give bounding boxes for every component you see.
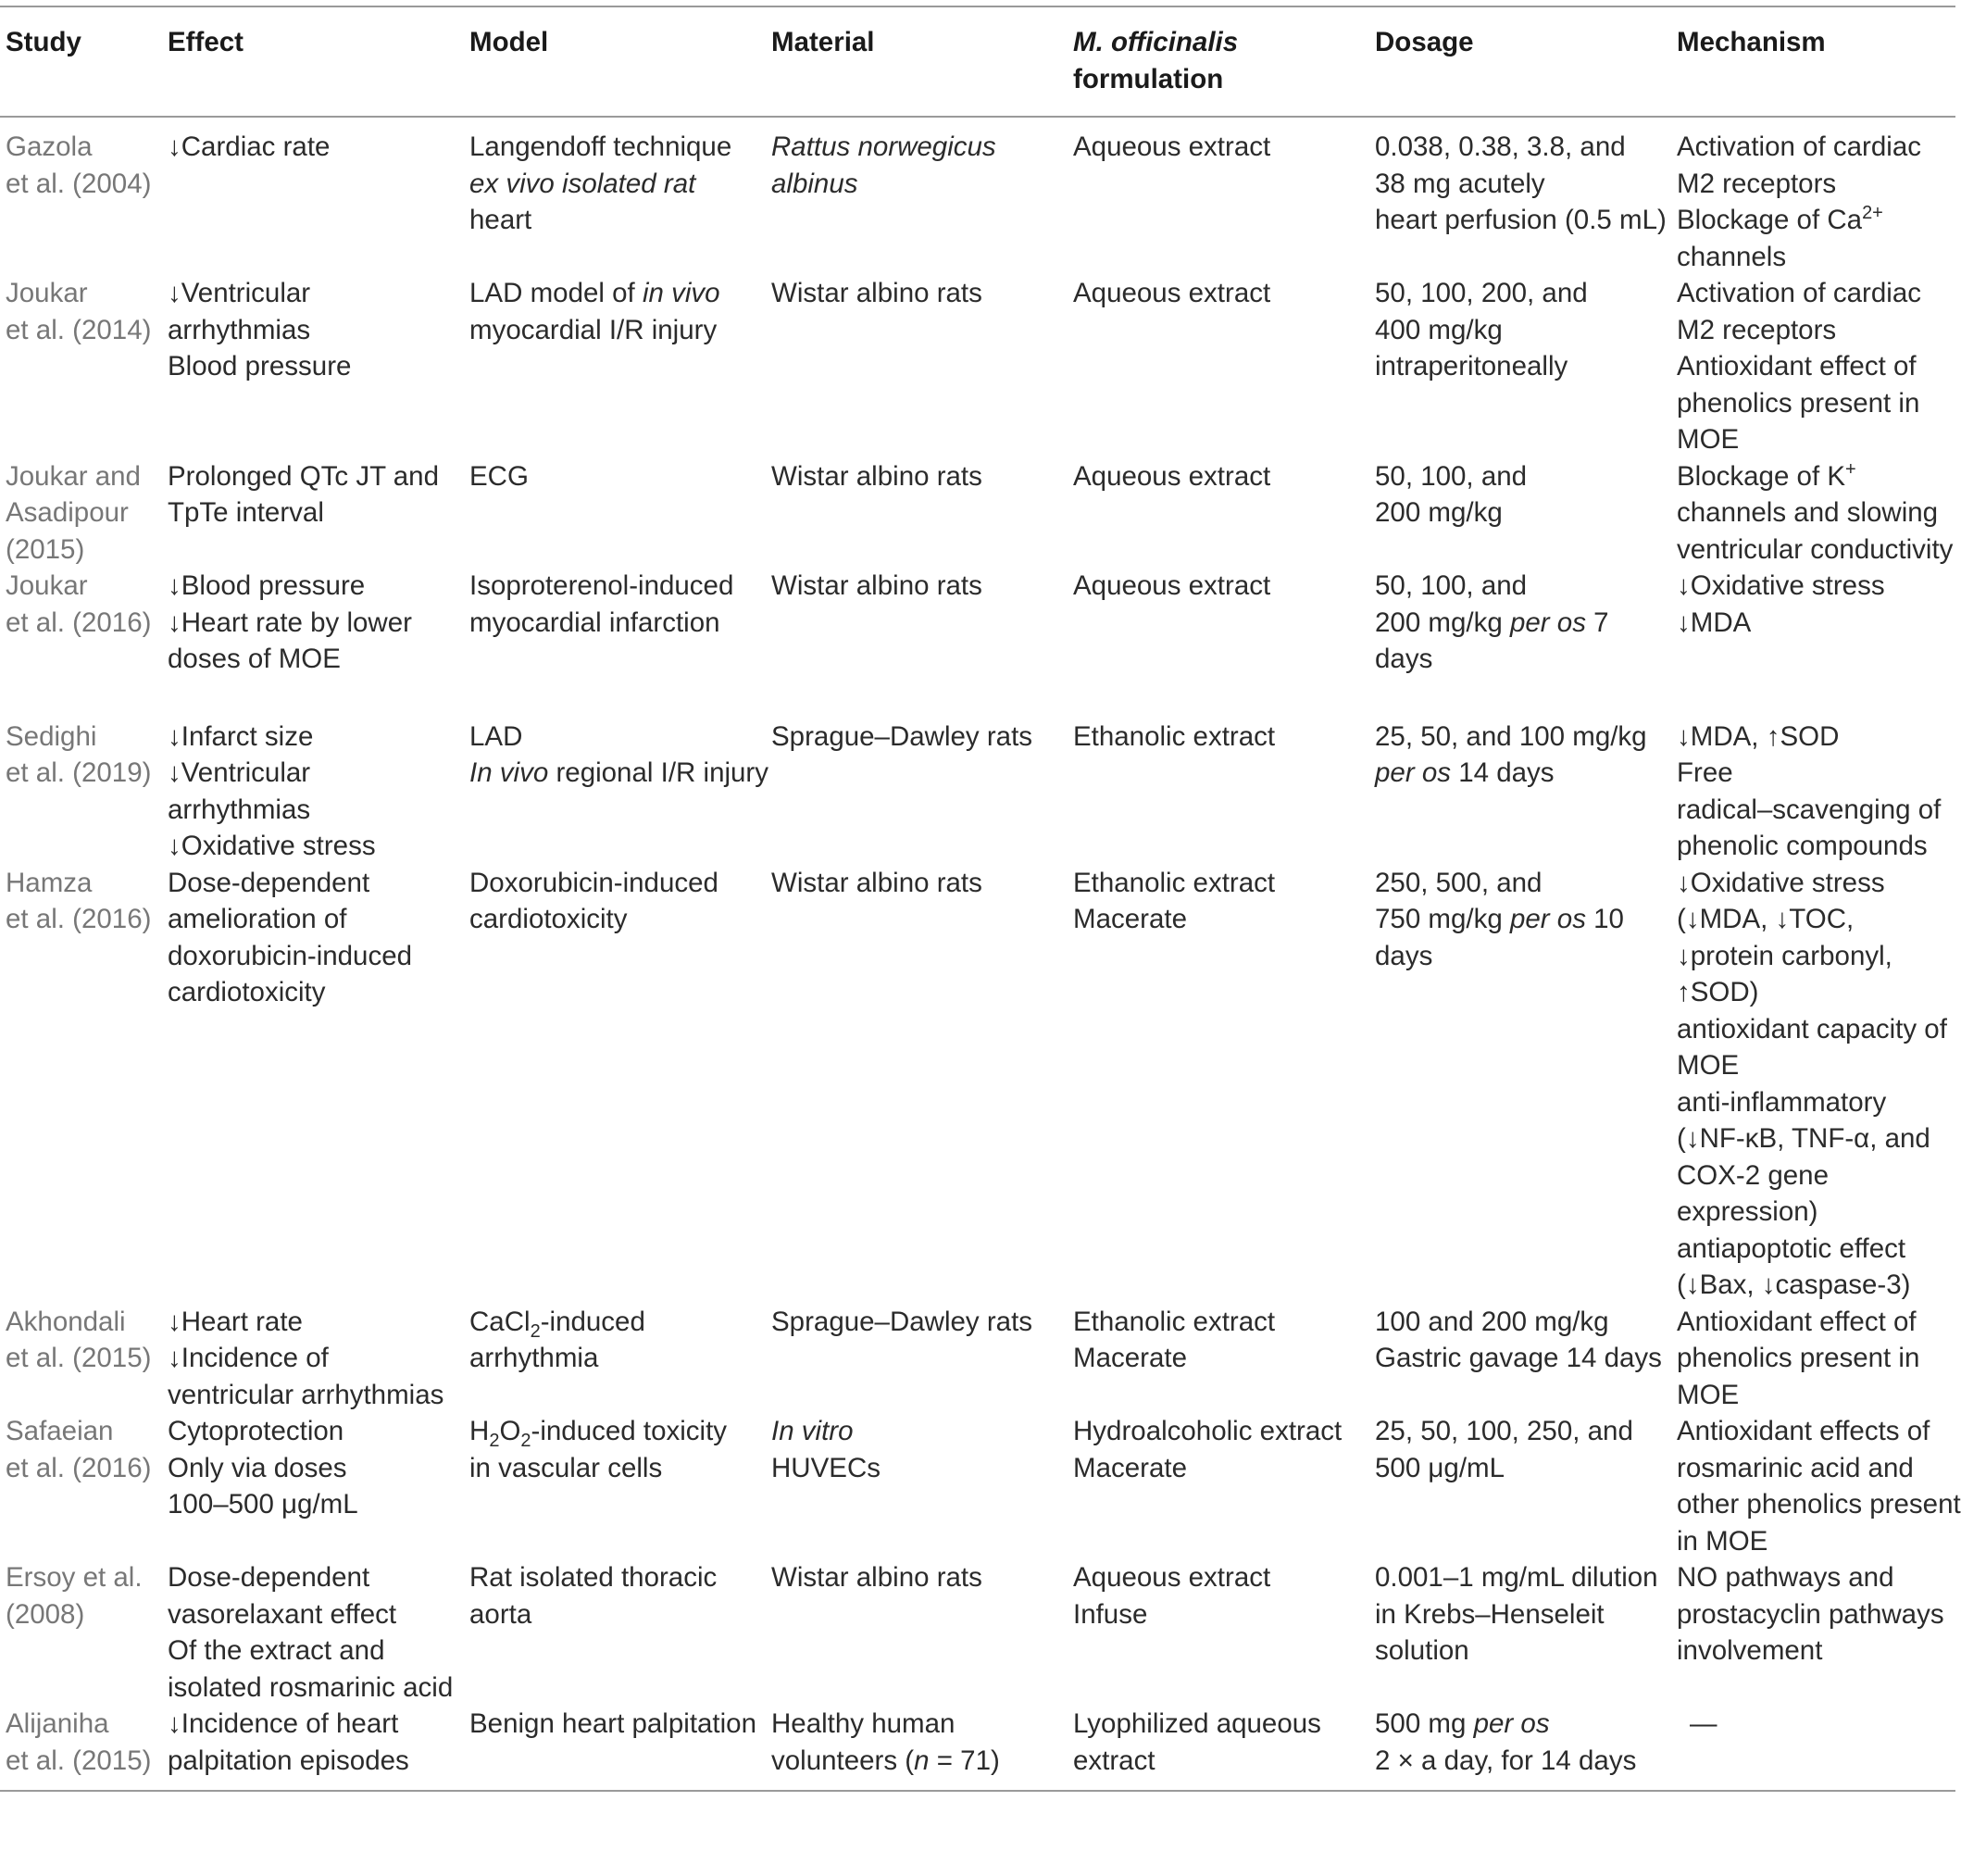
cell-text: palpitation episodes bbox=[168, 1745, 409, 1776]
cell-text: et al. (2016) bbox=[6, 1452, 152, 1483]
cell-text: Aqueous extract bbox=[1073, 278, 1271, 308]
cell-text: Of the extract and bbox=[168, 1635, 385, 1666]
cell-text: LAD bbox=[469, 720, 523, 752]
cell-material bbox=[766, 458, 1068, 569]
cell-text: ↓Incidence of heart bbox=[168, 1708, 399, 1739]
header-effect: Effect bbox=[168, 27, 244, 57]
cell-text: (2008) bbox=[6, 1598, 85, 1630]
cell-text: Antioxidant effect of bbox=[1677, 1306, 1917, 1337]
cell-text: heart perfusion (0.5 mL) bbox=[1375, 205, 1667, 235]
cell-text: Asadipour bbox=[6, 497, 129, 528]
cell-text-part: in vivo bbox=[642, 278, 720, 308]
cell-study bbox=[0, 568, 162, 678]
cell-text: 0.038, 0.38, 3.8, and bbox=[1375, 131, 1626, 162]
cell-text-part: Blockage of K bbox=[1677, 460, 1846, 492]
cell-material bbox=[766, 1559, 1068, 1706]
cell-text: 100 and 200 mg/kg bbox=[1375, 1306, 1609, 1337]
cell-text: Rattus norwegicus bbox=[771, 131, 996, 162]
cell-study bbox=[0, 117, 162, 275]
cell-text: Langendoff technique bbox=[469, 131, 732, 162]
cell-text: ↓Incidence of bbox=[168, 1343, 329, 1373]
cell-effect bbox=[162, 117, 464, 275]
cell-text: 25, 50, and 100 mg/kg bbox=[1375, 720, 1647, 752]
cell-text bbox=[1677, 202, 1948, 239]
cell-material bbox=[766, 865, 1068, 1304]
cell-study bbox=[0, 1304, 162, 1414]
cell-text: channels bbox=[1677, 241, 1787, 272]
cell-formulation bbox=[1068, 568, 1369, 678]
cell-text: (↓NF-κB, TNF-α, and bbox=[1677, 1123, 1930, 1154]
cell-text: cardiotoxicity bbox=[469, 904, 628, 934]
cell-text: Wistar albino rats bbox=[771, 867, 982, 898]
cell-text: Activation of cardiac bbox=[1677, 131, 1921, 162]
cell-formulation bbox=[1068, 275, 1369, 458]
cell-text bbox=[1375, 755, 1664, 792]
cell-effect bbox=[162, 678, 464, 865]
cell-text bbox=[1677, 458, 1948, 495]
cell-text: Dose-dependent bbox=[168, 867, 370, 898]
cell-text bbox=[469, 1413, 758, 1450]
cell-effect bbox=[162, 568, 464, 678]
cell-text-part: = 71) bbox=[929, 1745, 1000, 1776]
cell-effect bbox=[162, 275, 464, 458]
cell-model bbox=[464, 678, 769, 865]
cell-dosage bbox=[1369, 1304, 1671, 1414]
cell-dosage bbox=[1369, 458, 1671, 569]
cell-text: in vascular cells bbox=[469, 1452, 663, 1483]
cell-text: et al. (2016) bbox=[6, 904, 152, 934]
table-row bbox=[0, 117, 1955, 275]
cell-text: Ethanolic extract bbox=[1073, 1306, 1276, 1337]
cell-text: Macerate bbox=[1073, 904, 1187, 934]
cell-formulation bbox=[1068, 678, 1369, 865]
cell-text: Macerate bbox=[1073, 1452, 1187, 1483]
cell-effect bbox=[162, 1706, 464, 1791]
cell-text: et al. (2019) bbox=[6, 757, 152, 788]
cell-text-part: LAD model of bbox=[469, 278, 643, 308]
data-table bbox=[0, 6, 1961, 1792]
cell-text: 50, 100, and bbox=[1375, 460, 1528, 492]
cell-material bbox=[766, 117, 1068, 275]
cell-text: ↓Infarct size bbox=[168, 720, 314, 752]
cell-formulation bbox=[1068, 1706, 1369, 1791]
cell-formulation bbox=[1068, 865, 1369, 1304]
cell-text: doses of MOE bbox=[168, 644, 341, 674]
header-model: Model bbox=[469, 27, 549, 57]
cell-text: Wistar albino rats bbox=[771, 570, 982, 601]
cell-text: Aqueous extract bbox=[1073, 1562, 1271, 1593]
cell-text-part: In vivo bbox=[469, 757, 549, 788]
header-row bbox=[0, 6, 1955, 117]
cell-text-part: H bbox=[469, 1416, 490, 1446]
cell-text: In vitro bbox=[771, 1416, 854, 1446]
cell-text: Aqueous extract bbox=[1073, 570, 1271, 601]
cell-text: channels and slowing bbox=[1677, 497, 1939, 528]
cell-dosage bbox=[1369, 568, 1671, 678]
cell-text: Isoproterenol-induced bbox=[469, 570, 734, 601]
cell-text: Free bbox=[1677, 757, 1733, 788]
cell-text: Lyophilized aqueous bbox=[1073, 1708, 1321, 1739]
cell-text: 400 mg/kg bbox=[1375, 314, 1503, 345]
table-row bbox=[0, 1413, 1955, 1559]
cell-study bbox=[0, 865, 162, 1304]
cell-text: et al. (2014) bbox=[6, 314, 152, 345]
cell-text: ↓Cardiac rate bbox=[168, 131, 331, 162]
cell-dosage bbox=[1369, 1413, 1671, 1559]
cell-model bbox=[464, 865, 766, 1304]
cell-text-part: CaCl bbox=[469, 1306, 531, 1337]
cell-text: days bbox=[1375, 940, 1433, 971]
superscript: 2+ bbox=[1862, 203, 1883, 224]
cell-text: ventricular conductivity bbox=[1677, 533, 1954, 565]
cell-text: ventricular arrhythmias bbox=[168, 1379, 444, 1410]
cell-mechanism bbox=[1671, 1706, 1955, 1791]
cell-text: Ersoy et al. bbox=[6, 1562, 143, 1593]
cell-text: extract bbox=[1073, 1745, 1155, 1776]
cell-text: arrhythmia bbox=[469, 1343, 599, 1373]
cell-text: 25, 50, 100, 250, and bbox=[1375, 1416, 1633, 1446]
cell-effect bbox=[162, 1413, 464, 1559]
cell-formulation bbox=[1068, 458, 1369, 569]
cell-study bbox=[0, 1559, 162, 1706]
cell-text: radical–scavenging of bbox=[1677, 794, 1942, 825]
cell-mechanism bbox=[1671, 1559, 1955, 1706]
cell-text: prostacyclin pathways bbox=[1677, 1598, 1944, 1630]
header-formulation-species: M. officinalis bbox=[1073, 27, 1239, 57]
cell-text: ↓Ventricular bbox=[168, 278, 311, 308]
cell-text: intraperitoneally bbox=[1375, 351, 1568, 381]
cell-text: ↓Oxidative stress bbox=[1677, 867, 1885, 898]
cell-text: anti-inflammatory bbox=[1677, 1086, 1887, 1118]
cell-text: phenolics present in bbox=[1677, 387, 1920, 419]
cell-text: Aqueous extract bbox=[1073, 460, 1271, 492]
cell-dosage bbox=[1369, 275, 1671, 458]
subscript: 2 bbox=[520, 1430, 531, 1451]
subscript: 2 bbox=[489, 1430, 500, 1451]
cell-study bbox=[0, 1706, 162, 1791]
cell-text: M2 receptors bbox=[1677, 168, 1837, 199]
cell-effect bbox=[162, 865, 464, 1304]
cell-text: doxorubicin-induced bbox=[168, 940, 413, 971]
cell-text: amelioration of bbox=[168, 904, 347, 934]
cell-material bbox=[766, 678, 1068, 865]
cell-text: Hamza bbox=[6, 867, 93, 898]
cell-text: NO pathways and bbox=[1677, 1562, 1894, 1593]
cell-text: Aqueous extract bbox=[1073, 131, 1271, 162]
cell-model bbox=[464, 458, 766, 569]
cell-text-part: per os bbox=[1509, 607, 1586, 638]
cell-text: solution bbox=[1375, 1635, 1469, 1666]
cell-text: ex vivo isolated rat bbox=[469, 168, 696, 199]
cell-text: Sedighi bbox=[6, 720, 97, 752]
cell-text: ↑SOD) bbox=[1677, 977, 1759, 1007]
cell-text: heart bbox=[469, 205, 532, 235]
cell-text: ↓MDA, ↑SOD bbox=[1677, 720, 1840, 752]
header-material: Material bbox=[771, 27, 875, 57]
table-row bbox=[0, 1706, 1955, 1791]
cell-text: involvement bbox=[1677, 1635, 1823, 1666]
cell-text: Ethanolic extract bbox=[1073, 720, 1276, 752]
cell-model bbox=[464, 1304, 766, 1414]
cell-text: (↓MDA, ↓TOC, bbox=[1677, 904, 1855, 934]
superscript: + bbox=[1845, 458, 1856, 480]
cell-text-part: volunteers ( bbox=[771, 1745, 915, 1776]
cell-text: Wistar albino rats bbox=[771, 460, 982, 492]
cell-material bbox=[766, 275, 1068, 458]
cell-mechanism bbox=[1671, 458, 1955, 569]
cell-text: vasorelaxant effect bbox=[168, 1598, 397, 1630]
cell-mechanism bbox=[1671, 117, 1955, 275]
cell-text: Cytoprotection bbox=[168, 1416, 344, 1446]
cell-effect bbox=[162, 1304, 464, 1414]
cell-text: Gastric gavage 14 days bbox=[1375, 1343, 1662, 1373]
cell-text: M2 receptors bbox=[1677, 314, 1837, 345]
cell-text: antioxidant capacity of bbox=[1677, 1013, 1947, 1044]
cell-text: (↓Bax, ↓caspase-3) bbox=[1677, 1269, 1911, 1300]
cell-model bbox=[464, 568, 766, 678]
cell-text-part: per os bbox=[1509, 904, 1586, 934]
cell-text: Sprague–Dawley rats bbox=[771, 1306, 1033, 1337]
cell-model bbox=[464, 1559, 766, 1706]
cell-text: MOE bbox=[1677, 1050, 1740, 1081]
cell-text: aorta bbox=[469, 1598, 532, 1630]
cell-text: Prolonged QTc JT and bbox=[168, 460, 439, 492]
cell-text: Healthy human bbox=[771, 1708, 956, 1739]
cell-text: arrhythmias bbox=[168, 794, 311, 825]
cell-text: et al. (2004) bbox=[6, 168, 152, 199]
cell-text: myocardial I/R injury bbox=[469, 314, 718, 345]
cell-text: isolated rosmarinic acid bbox=[168, 1671, 454, 1703]
cell-text-part: n bbox=[914, 1745, 930, 1776]
cell-text: 50, 100, and bbox=[1375, 570, 1528, 601]
table-row bbox=[0, 865, 1955, 1304]
cell-formulation bbox=[1068, 1559, 1369, 1706]
cell-dosage bbox=[1369, 1706, 1671, 1791]
cell-dosage bbox=[1369, 865, 1671, 1304]
cell-text bbox=[1375, 1706, 1664, 1743]
cell-text: et al. (2015) bbox=[6, 1745, 152, 1776]
cell-study bbox=[0, 1413, 162, 1559]
cell-text: Wistar albino rats bbox=[771, 278, 982, 308]
cell-text-part: 200 mg/kg bbox=[1375, 607, 1510, 638]
cell-text: ↓Oxidative stress bbox=[168, 831, 376, 861]
table-row bbox=[0, 275, 1955, 458]
cell-model bbox=[464, 117, 766, 275]
cell-study bbox=[0, 678, 162, 865]
cell-material bbox=[766, 568, 1068, 678]
cell-text: ↓Blood pressure bbox=[168, 570, 366, 601]
subscript: 2 bbox=[530, 1320, 541, 1342]
cell-text-part: per os bbox=[1473, 1708, 1550, 1739]
cell-text: 38 mg acutely bbox=[1375, 168, 1545, 199]
cell-text: days bbox=[1375, 644, 1433, 674]
cell-formulation bbox=[1068, 1413, 1369, 1559]
cell-text: phenolics present in bbox=[1677, 1343, 1920, 1373]
cell-text: in MOE bbox=[1677, 1525, 1768, 1557]
cell-model bbox=[464, 1706, 766, 1791]
cell-mechanism bbox=[1671, 275, 1955, 458]
cell-text bbox=[1375, 605, 1664, 642]
cell-model bbox=[464, 275, 766, 458]
cell-text: Only via doses bbox=[168, 1452, 347, 1483]
cell-text: Sprague–Dawley rats bbox=[771, 720, 1033, 752]
cell-text: Wistar albino rats bbox=[771, 1562, 982, 1593]
header-mechanism: Mechanism bbox=[1677, 27, 1826, 57]
cell-text: albinus bbox=[771, 168, 858, 199]
cell-material bbox=[766, 1304, 1068, 1414]
cell-text: Hydroalcoholic extract bbox=[1073, 1416, 1343, 1446]
cell-text: ↓Heart rate bbox=[168, 1306, 303, 1337]
cell-text: arrhythmias bbox=[168, 314, 311, 345]
cell-text: ECG bbox=[469, 460, 529, 492]
cell-text: Joukar bbox=[6, 278, 88, 308]
cell-text-part: 500 mg bbox=[1375, 1708, 1474, 1739]
cell-text: et al. (2016) bbox=[6, 607, 152, 638]
cell-text: myocardial infarction bbox=[469, 607, 720, 638]
cell-text-part: O bbox=[499, 1416, 521, 1446]
cell-text: Alijaniha bbox=[6, 1708, 109, 1739]
cell-effect bbox=[162, 1559, 464, 1706]
cell-text: rosmarinic acid and bbox=[1677, 1452, 1914, 1483]
cell-text bbox=[469, 755, 769, 792]
cell-text: Safaeian bbox=[6, 1416, 114, 1446]
cell-text-part: 750 mg/kg bbox=[1375, 904, 1510, 934]
cell-model bbox=[464, 1413, 766, 1559]
cell-text: MOE bbox=[1677, 424, 1740, 455]
cell-dosage bbox=[1369, 678, 1671, 865]
cell-text bbox=[771, 1743, 1060, 1780]
cell-text: antiapoptotic effect bbox=[1677, 1232, 1906, 1264]
header-study: Study bbox=[6, 27, 81, 57]
cell-text: other phenolics present bbox=[1677, 1489, 1961, 1520]
cell-text-part: 10 bbox=[1585, 904, 1624, 934]
cell-study bbox=[0, 275, 162, 458]
table-row bbox=[0, 1304, 1955, 1414]
cell-text bbox=[469, 275, 758, 312]
cell-text: Akhondali bbox=[6, 1306, 126, 1337]
cell-mechanism bbox=[1671, 1304, 1955, 1414]
cell-text: 50, 100, 200, and bbox=[1375, 278, 1588, 308]
cell-text: ↓MDA bbox=[1677, 607, 1752, 638]
cell-text: Benign heart palpitation bbox=[469, 1708, 756, 1739]
cell-text: 2 × a day, for 14 days bbox=[1375, 1745, 1637, 1776]
cell-text: Macerate bbox=[1073, 1343, 1187, 1373]
cell-text: (2015) bbox=[6, 533, 85, 565]
cell-mechanism bbox=[1671, 1413, 1961, 1559]
cell-text: cardiotoxicity bbox=[168, 977, 326, 1007]
cell-text-part: -induced bbox=[540, 1306, 645, 1337]
table-row bbox=[0, 678, 1955, 865]
cell-formulation bbox=[1068, 1304, 1369, 1414]
cell-material bbox=[766, 1706, 1068, 1791]
header-formulation-label: formulation bbox=[1073, 63, 1224, 94]
cell-text bbox=[1375, 901, 1664, 938]
cell-effect bbox=[162, 458, 464, 569]
cell-dosage bbox=[1369, 117, 1671, 275]
cell-text: Antioxidant effects of bbox=[1677, 1416, 1930, 1446]
cell-text-part: Blockage of Ca bbox=[1677, 205, 1863, 235]
cell-text: et al. (2015) bbox=[6, 1343, 152, 1373]
cell-text: — bbox=[1690, 1708, 1717, 1739]
cell-text: Rat isolated thoracic bbox=[469, 1562, 718, 1593]
cell-study bbox=[0, 458, 162, 569]
table-row bbox=[0, 1559, 1955, 1706]
cell-formulation bbox=[1068, 117, 1369, 275]
cell-text-part: 14 days bbox=[1451, 757, 1555, 788]
cell-dosage bbox=[1369, 1559, 1671, 1706]
cell-text: 200 mg/kg bbox=[1375, 497, 1503, 528]
cell-text: Activation of cardiac bbox=[1677, 278, 1921, 308]
cell-text: Dose-dependent bbox=[168, 1562, 370, 1593]
cell-text: COX-2 gene bbox=[1677, 1159, 1829, 1191]
header-dosage: Dosage bbox=[1375, 27, 1474, 57]
cell-mechanism bbox=[1671, 865, 1955, 1304]
cell-text-part: per os bbox=[1375, 757, 1451, 788]
table-row bbox=[0, 568, 1955, 678]
cell-text: 250, 500, and bbox=[1375, 867, 1543, 898]
cell-text: ↓Heart rate by lower bbox=[168, 607, 412, 638]
cell-text: Doxorubicin-induced bbox=[469, 867, 718, 898]
header-formulation bbox=[1068, 6, 1369, 117]
cell-mechanism bbox=[1671, 678, 1955, 865]
cell-text: phenolic compounds bbox=[1677, 831, 1928, 861]
cell-text: 0.001–1 mg/mL dilution bbox=[1375, 1562, 1658, 1593]
cell-text-part: regional I/R injury bbox=[548, 757, 769, 788]
cell-text: ↓protein carbonyl, bbox=[1677, 940, 1892, 971]
cell-text: Blood pressure bbox=[168, 351, 352, 381]
cell-text-part: 7 bbox=[1585, 607, 1609, 638]
cell-text: expression) bbox=[1677, 1196, 1818, 1227]
cell-text bbox=[469, 1304, 758, 1341]
cell-text: Antioxidant effect of bbox=[1677, 351, 1917, 381]
cell-text: Infuse bbox=[1073, 1598, 1148, 1630]
cell-mechanism bbox=[1671, 568, 1955, 678]
cell-text: HUVECs bbox=[771, 1452, 881, 1483]
cell-text: ↓Oxidative stress bbox=[1677, 570, 1885, 601]
cell-text: ↓Ventricular bbox=[168, 757, 311, 788]
cell-text: 100–500 μg/mL bbox=[168, 1489, 358, 1520]
cell-text: Gazola bbox=[6, 131, 93, 162]
cell-text: TpTe interval bbox=[168, 497, 324, 528]
cell-text: Joukar bbox=[6, 570, 88, 601]
cell-material bbox=[766, 1413, 1068, 1559]
cell-text: 500 μg/mL bbox=[1375, 1452, 1505, 1483]
cell-text: MOE bbox=[1677, 1379, 1740, 1410]
cell-text-part: -induced toxicity bbox=[531, 1416, 728, 1446]
table-row bbox=[0, 458, 1955, 569]
cell-text: in Krebs–Henseleit bbox=[1375, 1598, 1605, 1630]
cell-text: Ethanolic extract bbox=[1073, 867, 1276, 898]
cell-text: Joukar and bbox=[6, 460, 141, 492]
